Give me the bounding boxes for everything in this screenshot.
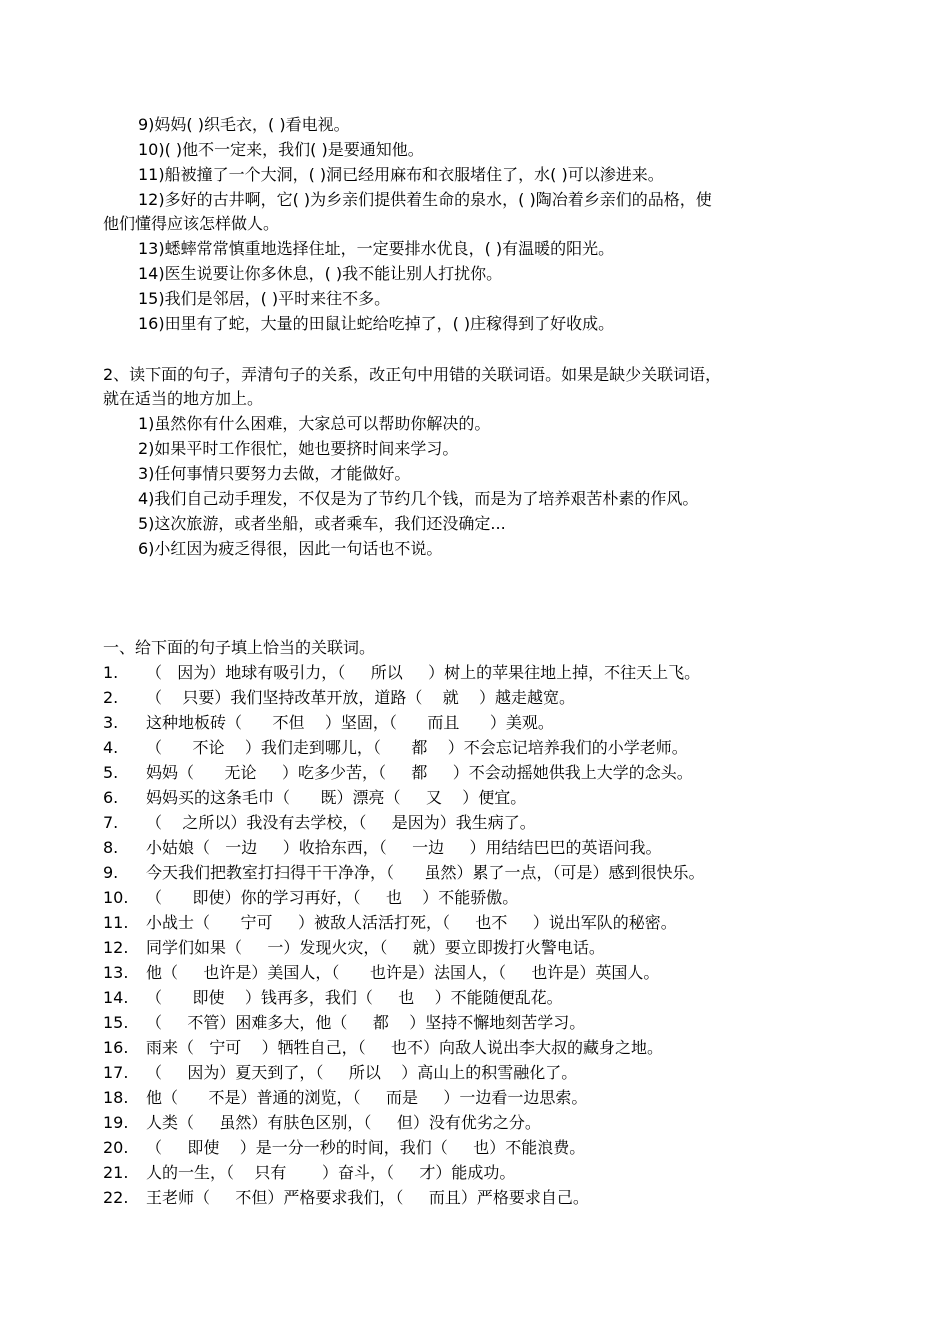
item-number: 16.	[103, 1038, 129, 1057]
section-1-heading: 一、给下面的句子填上恰当的关联词。	[103, 638, 376, 657]
exercise-line-9: 9)妈妈( )织毛衣，( )看电视。	[138, 115, 350, 134]
item-number: 6.	[103, 788, 119, 807]
item-sentence: 他（ 不是）普通的浏览，（ 而是 ）一边看一边思索。	[146, 1088, 588, 1107]
item-number: 8.	[103, 838, 119, 857]
item-number: 7.	[103, 813, 119, 832]
item-sentence: 小战士（ 宁可 ）被敌人活活打死，（ 也不 ）说出军队的秘密。	[146, 913, 677, 932]
section-2-item-6: 6)小红因为疲乏得很，因此一句话也不说。	[138, 539, 443, 558]
item-sentence: 同学们如果（ 一）发现火灾，（ 就）要立即拨打火警电话。	[146, 938, 605, 957]
item-number: 11.	[103, 913, 129, 932]
exercise-line-10: 10)( )他不一定来，我们( )是要通知他。	[138, 140, 424, 159]
section-2-item-1: 1)虽然你有什么困难，大家总可以帮助你解决的。	[138, 414, 491, 433]
item-number: 13.	[103, 963, 129, 982]
item-number: 19.	[103, 1113, 129, 1132]
item-number: 21.	[103, 1163, 129, 1182]
exercise-line-16: 16)田里有了蛇，大量的田鼠让蛇给吃掉了，( )庄稼得到了好收成。	[138, 314, 615, 333]
item-number: 5.	[103, 763, 119, 782]
item-number: 18.	[103, 1088, 129, 1107]
item-number: 20.	[103, 1138, 129, 1157]
item-number: 22.	[103, 1188, 129, 1207]
exercise-line-13: 13)蟋蟀常常慎重地选择住址，一定要排水优良，( )有温暖的阳光。	[138, 239, 615, 258]
item-sentence: （ 只要）我们坚持改革开放，道路（ 就 ）越走越宽。	[146, 688, 576, 707]
item-sentence: 王老师（ 不但）严格要求我们，（ 而且）严格要求自己。	[146, 1188, 589, 1207]
item-sentence: 人类（ 虽然）有肤色区别，（ 但）没有优劣之分。	[146, 1113, 541, 1132]
item-sentence: 这种地板砖（ 不但 ）坚固，（ 而且 ）美观。	[146, 713, 554, 732]
item-sentence: （ 即使 ）是一分一秒的时间，我们（ 也）不能浪费。	[146, 1138, 586, 1157]
item-number: 10.	[103, 888, 129, 907]
item-number: 2.	[103, 688, 119, 707]
section-2-heading: 2、读下面的句子，弄清句子的关系，改正句中用错的关联词语。如果是缺少关联词语，	[103, 365, 722, 384]
exercise-line-11: 11)船被撞了一个大洞，( )洞已经用麻布和衣服堵住了，水( )可以渗进来。	[138, 165, 664, 184]
exercise-line-14: 14)医生说要让你多休息，( )我不能让别人打扰你。	[138, 264, 503, 283]
item-sentence: 人的一生，（ 只有 ）奋斗，（ 才）能成功。	[146, 1163, 516, 1182]
item-sentence: 今天我们把教室打扫得干干净净，（ 虽然）累了一点，（可是）感到很快乐。	[146, 863, 705, 882]
item-number: 3.	[103, 713, 119, 732]
item-sentence: （ 即使 ）钱再多，我们（ 也 ）不能随便乱花。	[146, 988, 563, 1007]
exercise-line-15: 15)我们是邻居，( )平时来往不多。	[138, 289, 391, 308]
item-sentence: 妈妈买的这条毛巾（ 既）漂亮（ 又 ）便宜。	[146, 788, 527, 807]
item-sentence: （ 即使）你的学习再好，（ 也 ）不能骄傲。	[146, 888, 519, 907]
item-number: 1.	[103, 663, 119, 682]
item-sentence: （ 不论 ）我们走到哪儿，（ 都 ）不会忘记培养我们的小学老师。	[146, 738, 688, 757]
section-2-item-3: 3)任何事情只要努力去做，才能做好。	[138, 464, 411, 483]
item-sentence: （ 之所以）我没有去学校，（ 是因为）我生病了。	[146, 813, 536, 832]
item-sentence: 妈妈（ 无论 ）吃多少苦，（ 都 ）不会动摇她供我上大学的念头。	[146, 763, 693, 782]
item-number: 14.	[103, 988, 129, 1007]
item-number: 9.	[103, 863, 119, 882]
item-sentence: （ 因为）夏天到了，（ 所以 ）高山上的积雪融化了。	[146, 1063, 578, 1082]
item-number: 4.	[103, 738, 119, 757]
item-sentence: 他（ 也许是）美国人，（ 也许是）法国人，（ 也许是）英国人。	[146, 963, 660, 982]
section-2-item-5: 5)这次旅游，或者坐船，或者乘车，我们还没确定...	[138, 514, 506, 533]
item-sentence: 雨来（ 宁可 ）牺牲自己，（ 也不）向敌人说出李大叔的藏身之地。	[146, 1038, 664, 1057]
item-sentence: （ 不管）困难多大，他（ 都 ）坚持不懈地刻苦学习。	[146, 1013, 586, 1032]
exercise-line-12-cont: 他们懂得应该怎样做人。	[103, 214, 280, 233]
section-2-item-2: 2)如果平时工作很忙，她也要挤时间来学习。	[138, 439, 459, 458]
item-number: 15.	[103, 1013, 129, 1032]
exercise-line-12: 12)多好的古井啊，它( )为乡亲们提供着生命的泉水，( )陶冶着乡亲们的品格，使	[138, 190, 712, 209]
item-sentence: （ 因为）地球有吸引力，（ 所以 ）树上的苹果往地上掉，不往天上飞。	[146, 663, 701, 682]
section-2-heading-cont: 就在适当的地方加上。	[103, 389, 264, 408]
item-number: 12.	[103, 938, 129, 957]
section-2-item-4: 4)我们自己动手理发，不仅是为了节约几个钱，而是为了培养艰苦朴素的作风。	[138, 489, 699, 508]
item-sentence: 小姑娘（ 一边 ）收拾东西，（ 一边 ）用结结巴巴的英语问我。	[146, 838, 662, 857]
item-number: 17.	[103, 1063, 129, 1082]
